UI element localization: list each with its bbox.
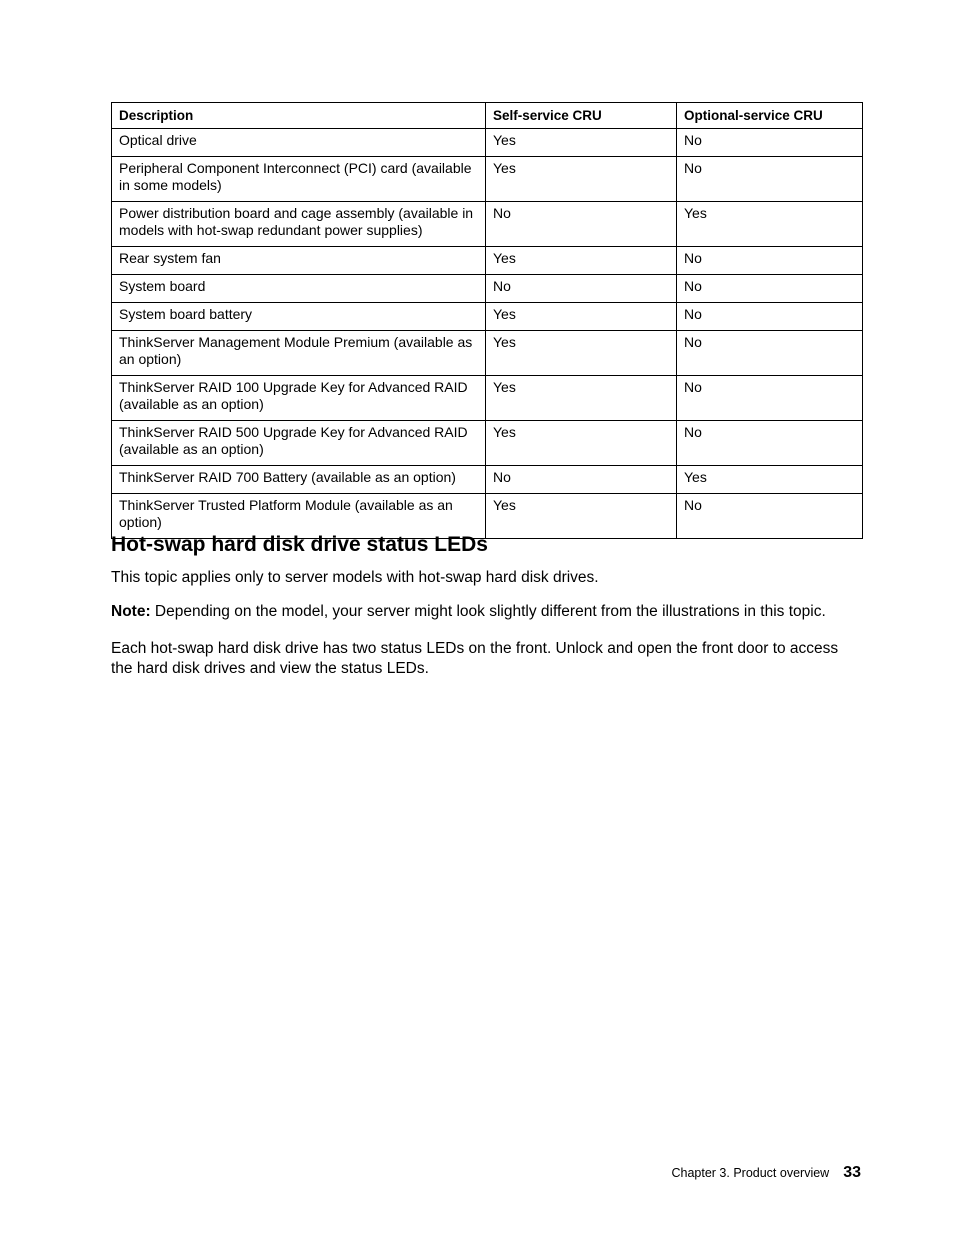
table-row [112, 466, 863, 494]
cell-description: Optical drive [112, 129, 486, 157]
table-header-row [112, 103, 863, 129]
table-row [112, 303, 863, 331]
footer-chapter-title: Chapter 3. Product overview [671, 1166, 830, 1180]
cell-description: ThinkServer Management Module Premium (available as an option) [112, 331, 486, 376]
cell-description: Rear system fan [112, 247, 486, 275]
body-paragraph: Each hot-swap hard disk drive has two status LEDs on the front. Unlock and open the front door to access the hard disk drives and view the status LEDs. [111, 640, 839, 677]
table-row [112, 129, 863, 157]
cell-self-service: Yes [486, 494, 677, 539]
cell-optional-service: No [677, 494, 863, 539]
page-footer [671, 1163, 861, 1183]
cell-optional-service: Yes [677, 202, 863, 247]
cell-self-service: No [486, 202, 677, 247]
cell-optional-service: No [677, 331, 863, 376]
intro-paragraph: This topic applies only to server models with hot-swap hard disk drives. [111, 569, 599, 586]
page-number: 33 [843, 1164, 861, 1181]
note-text: Depending on the model, your server might look slightly different from the illustrations in this topic. [150, 603, 826, 620]
cell-self-service: Yes [486, 421, 677, 466]
cell-self-service: Yes [486, 331, 677, 376]
cell-optional-service: No [677, 303, 863, 331]
cell-optional-service: No [677, 376, 863, 421]
cell-description: Power distribution board and cage assembly (available in models with hot-swap redundant power supplies) [112, 202, 486, 247]
cell-self-service: No [486, 275, 677, 303]
cell-self-service: Yes [486, 376, 677, 421]
cell-optional-service: No [677, 247, 863, 275]
table-row [112, 202, 863, 247]
table-row [112, 247, 863, 275]
header-description: Description [112, 103, 486, 129]
table-row [112, 157, 863, 202]
note-label: Note: [111, 603, 151, 620]
cell-optional-service: No [677, 421, 863, 466]
cell-description: ThinkServer Trusted Platform Module (available as an option) [112, 494, 486, 539]
cell-self-service: No [486, 466, 677, 494]
cell-self-service: Yes [486, 129, 677, 157]
cru-table [111, 102, 863, 539]
cell-self-service: Yes [486, 157, 677, 202]
cell-description: Peripheral Component Interconnect (PCI) card (available in some models) [112, 157, 486, 202]
cell-description: ThinkServer RAID 700 Battery (available as an option) [112, 466, 486, 494]
cell-optional-service: No [677, 157, 863, 202]
table-row [112, 376, 863, 421]
header-self-service-cru: Self-service CRU [486, 103, 677, 129]
cell-description: ThinkServer RAID 500 Upgrade Key for Advanced RAID (available as an option) [112, 421, 486, 466]
cell-description: ThinkServer RAID 100 Upgrade Key for Advanced RAID (available as an option) [112, 376, 486, 421]
cell-optional-service: No [677, 275, 863, 303]
cell-description: System board [112, 275, 486, 303]
header-optional-service-cru: Optional-service CRU [677, 103, 863, 129]
cell-self-service: Yes [486, 247, 677, 275]
cell-optional-service: No [677, 129, 863, 157]
section-heading: Hot-swap hard disk drive status LEDs [111, 533, 488, 556]
table-row [112, 331, 863, 376]
cell-self-service: Yes [486, 303, 677, 331]
table-row [112, 421, 863, 466]
cell-optional-service: Yes [677, 466, 863, 494]
table-row [112, 275, 863, 303]
cell-description: System board battery [112, 303, 486, 331]
note-paragraph [111, 602, 862, 622]
